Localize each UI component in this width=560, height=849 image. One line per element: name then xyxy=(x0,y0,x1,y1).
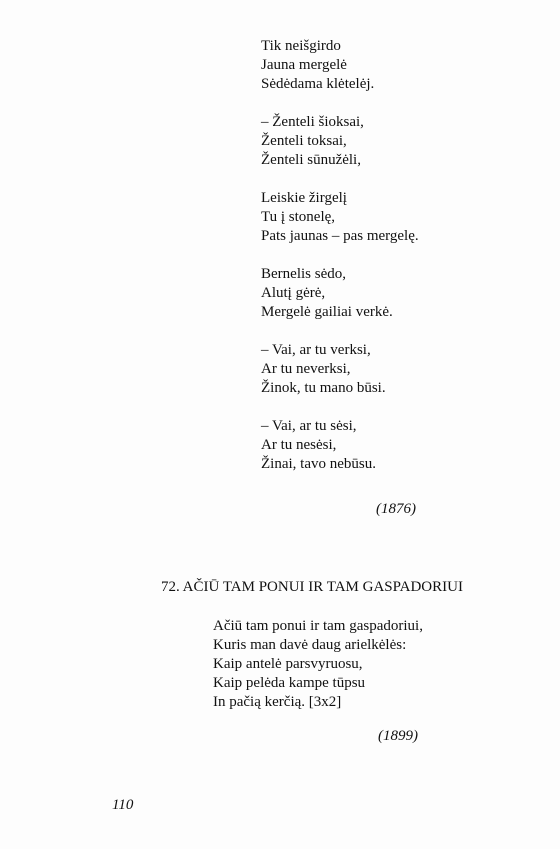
poem-line: – Vai, ar tu verksi, xyxy=(261,342,371,358)
song-text xyxy=(213,617,423,712)
poem-line: Tu į stonelę, xyxy=(261,209,336,225)
poem-line: Ar tu neverksi, xyxy=(261,361,351,377)
song-line: Kuris man davė daug arielkėlės: xyxy=(213,637,407,653)
stanza-3 xyxy=(261,189,419,246)
stanza-5 xyxy=(261,341,419,398)
poem-text xyxy=(261,37,419,474)
poem-line: Tik neišgirdo xyxy=(261,38,341,54)
poem-line: Leiskie žirgelį xyxy=(261,190,347,206)
poem-line: – Ženteli šioksai, xyxy=(261,114,364,130)
poem-line: Ženteli sūnužėli, xyxy=(261,152,361,168)
poem-line: Sėdėdama klėtelėj. xyxy=(261,76,375,92)
stanza-2 xyxy=(261,113,419,170)
poem-line: Mergelė gailiai verkė. xyxy=(261,304,393,320)
poem-line: Ar tu nesėsi, xyxy=(261,437,337,453)
song-line: In pačią kerčią. [3x2] xyxy=(213,694,342,710)
song-date: (1899) xyxy=(378,728,418,744)
poem-line: Alutį gėrė, xyxy=(261,285,326,301)
poem-line: Žinok, tu mano būsi. xyxy=(261,380,386,396)
poem-line: Bernelis sėdo, xyxy=(261,266,346,282)
poem-line: Žinai, tavo nebūsu. xyxy=(261,456,376,472)
page-number: 110 xyxy=(112,797,134,813)
song-line: Kaip pelėda kampe tūpsu xyxy=(213,675,366,691)
poem-line: Jauna mergelė xyxy=(261,57,347,73)
stanza-4 xyxy=(261,265,419,322)
poem-line: Pats jaunas – pas mergelę. xyxy=(261,228,419,244)
stanza-6 xyxy=(261,417,419,474)
song-line: Ačiū tam ponui ir tam gaspadoriui, xyxy=(213,618,423,634)
song-line: Kaip antelė parsvyruosu, xyxy=(213,656,363,672)
poem-line: – Vai, ar tu sėsi, xyxy=(261,418,357,434)
stanza-1 xyxy=(261,37,419,94)
song-title: 72. AČIŪ TAM PONUI IR TAM GASPADORIUI xyxy=(161,579,463,595)
poem-date: (1876) xyxy=(376,501,416,517)
poem-line: Ženteli toksai, xyxy=(261,133,347,149)
